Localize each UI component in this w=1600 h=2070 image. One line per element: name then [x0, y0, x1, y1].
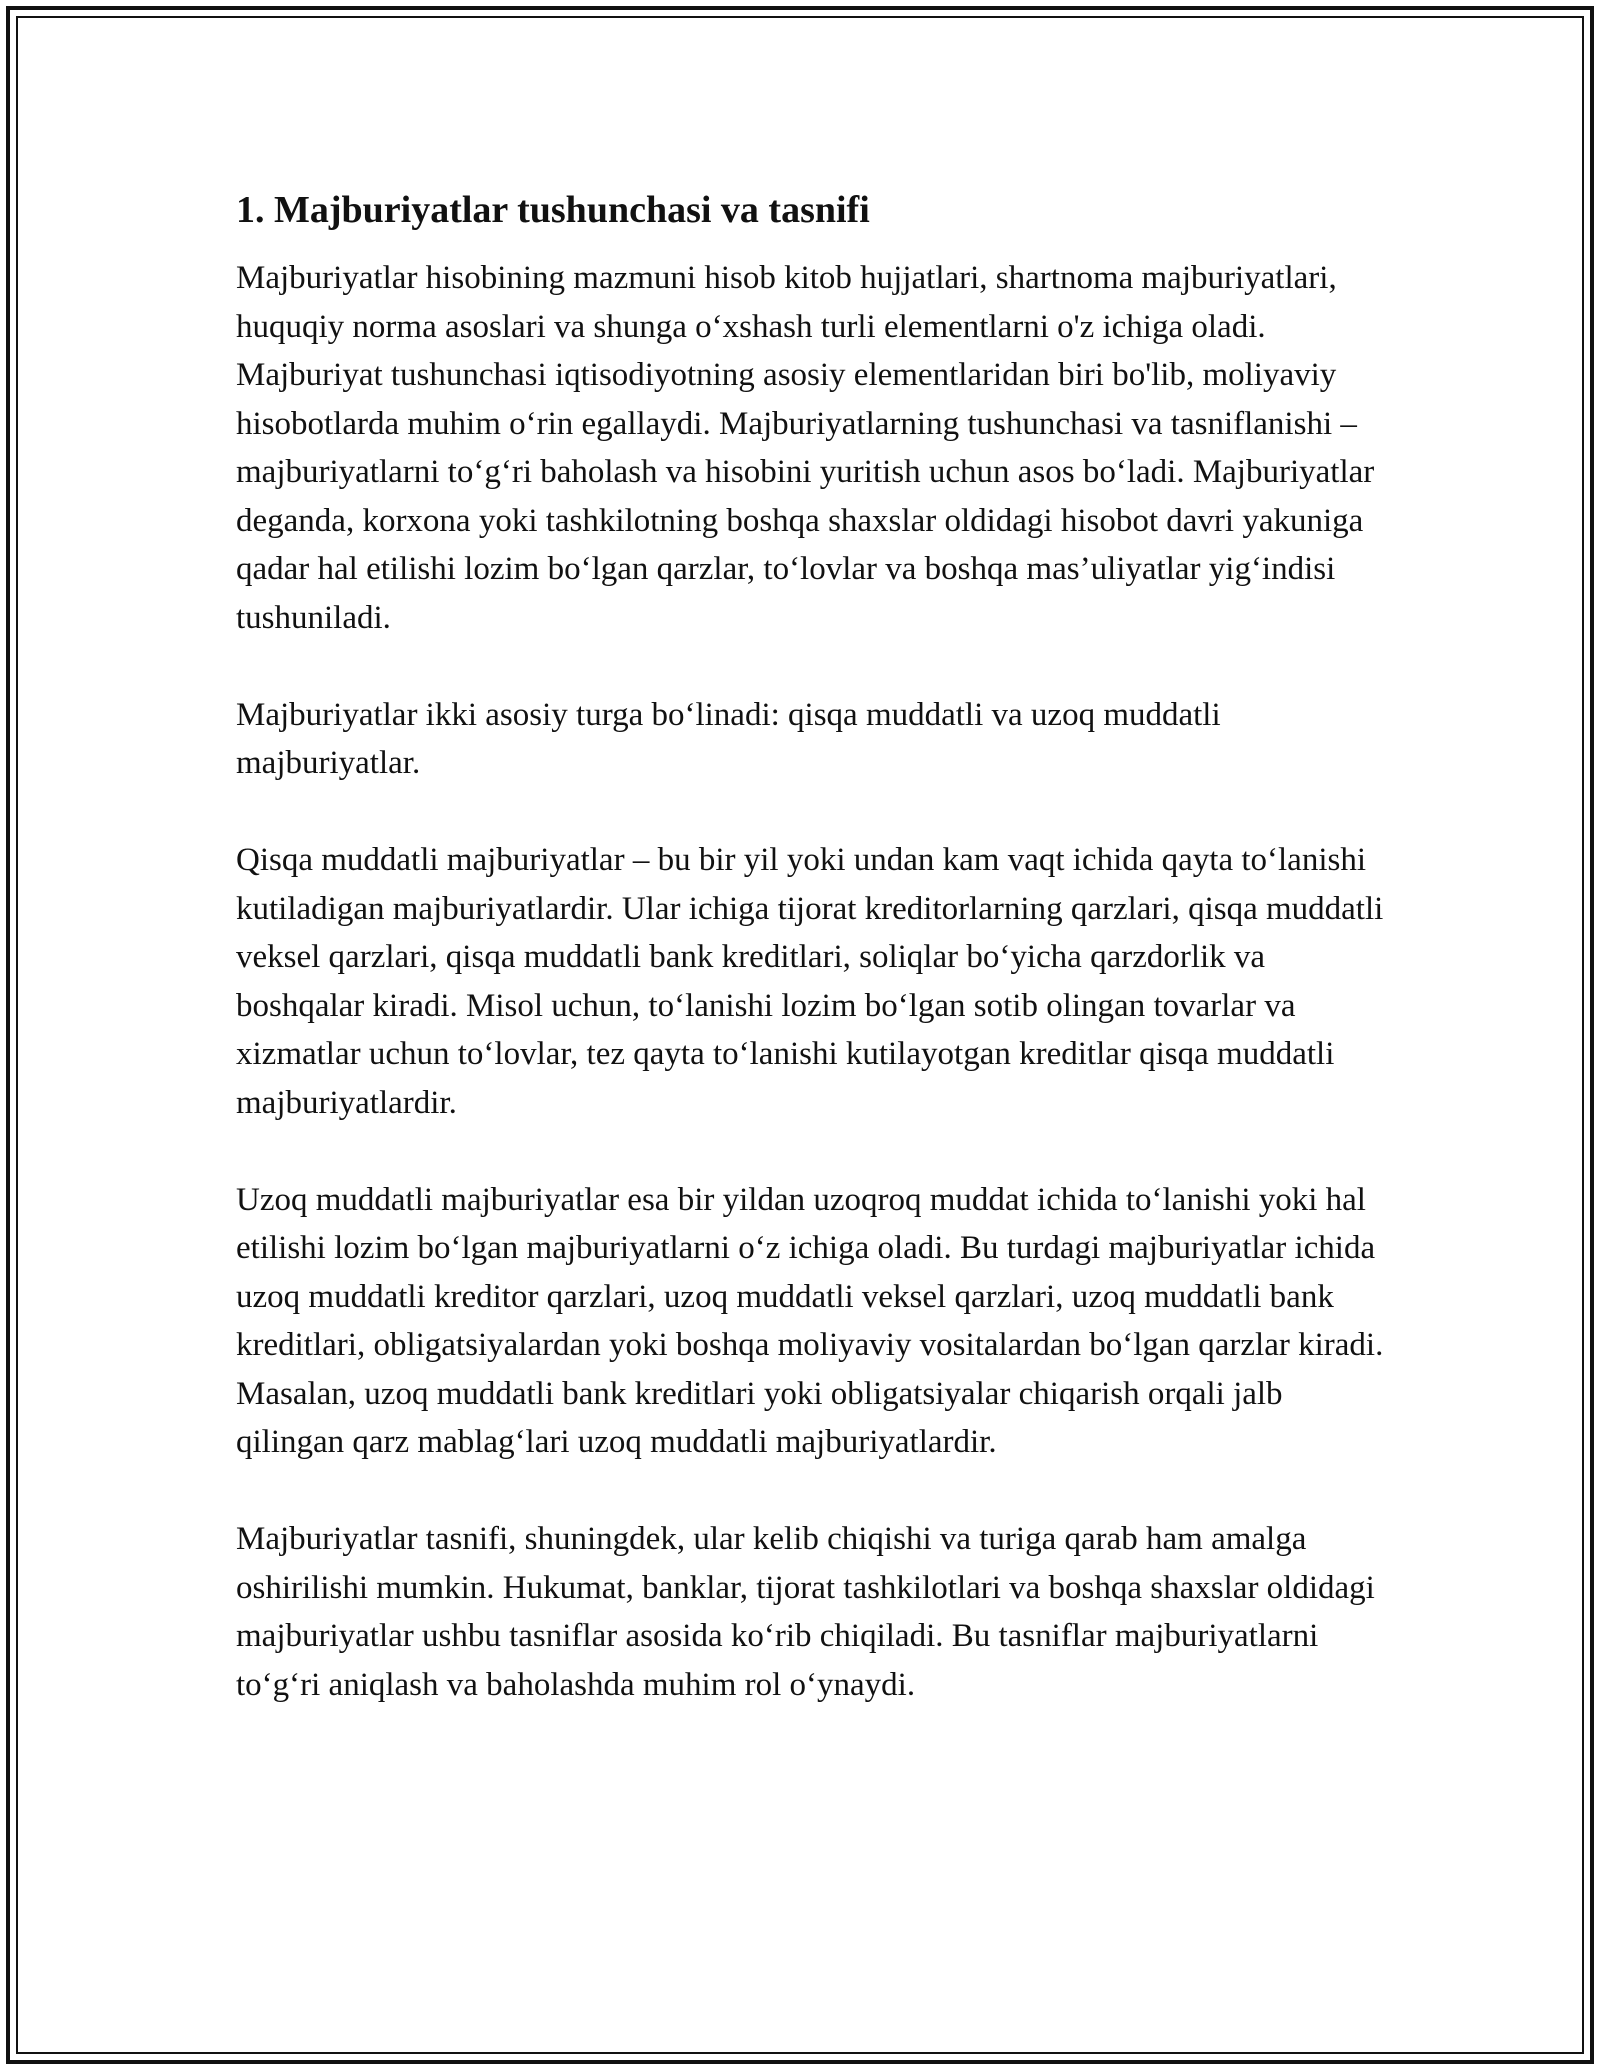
paragraph-definition: Majburiyatlar hisobining mazmuni hisob kitob hujjatlari, shartnoma majburiyatlari, huquqiy norma asoslari va shunga o‘xshash turli elementlarni o'z ichiga oladi. Majburiyat tushunchasi iqtisodiyotning asosiy elementlaridan biri bo'lib, moliyaviy hisobotlarda muhim o‘rin egallaydi. Majburiyatlarning tushunchasi va tasniflanishi – majburiyatlarni to‘g‘ri baholash va hisobini yuritish uchun asos bo‘ladi. Majburiyatlar deganda, korxona yoki tashkilotning boshqa shaxslar oldidagi hisobot davri yakuniga qadar hal etilishi lozim bo‘lgan qarzlar, to‘lovlar va boshqa mas’uliyatlar yig‘indisi tushuniladi. [236, 260, 1375, 636]
document-body [236, 186, 1386, 1758]
paragraph-short-term: Qisqa muddatli majburiyatlar – bu bir yil yoki undan kam vaqt ichida qayta to‘lanishi kutiladigan majburiyatlardir. Ular ichiga tijorat kreditorlarning qarzlari, qisqa muddatli veksel qarzlari, qisqa muddatli bank kreditlari, soliqlar bo‘yicha qarzdorlik va boshqalar kiradi. Misol uchun, to‘lanishi lozim bo‘lgan sotib olingan tovarlar va xizmatlar uchun to‘lovlar, tez qayta to‘lanishi kutilayotgan kreditlar qisqa muddatli majburiyatlardir. [236, 842, 1384, 1121]
paragraph-classification: Majburiyatlar tasnifi, shuningdek, ular kelib chiqishi va turiga qarab ham amalga oshirilishi mumkin. Hukumat, banklar, tijorat tashkilotlari va boshqa shaxslar oldidagi majburiyatlar ushbu tasniflar asosida ko‘rib chiqiladi. Bu tasniflar majburiyatlarni to‘g‘ri aniqlash va baholashda muhim rol o‘ynaydi. [236, 1521, 1375, 1703]
section-heading: 1. Majburiyatlar tushunchasi va tasnifi [236, 189, 870, 231]
paragraph-types: Majburiyatlar ikki asosiy turga bo‘linadi: qisqa muddatli va uzoq muddatli majburiyatlar. [236, 696, 1221, 781]
paragraph-long-term: Uzoq muddatli majburiyatlar esa bir yildan uzoqroq muddat ichida to‘lanishi yoki hal etilishi lozim bo‘lgan majburiyatlarni o‘z ichiga oladi. Bu turdagi majburiyatlar ichida uzoq muddatli kreditor qarzlari, uzoq muddatli veksel qarzlari, uzoq muddatli bank kreditlari, obligatsiyalardan yoki boshqa moliyaviy vositalardan bo‘lgan qarzlar kiradi. Masalan, uzoq muddatli bank kreditlari yoki obligatsiyalar chiqarish orqali jalb qilingan qarz mablag‘lari uzoq muddatli majburiyatlardir. [236, 1181, 1384, 1460]
